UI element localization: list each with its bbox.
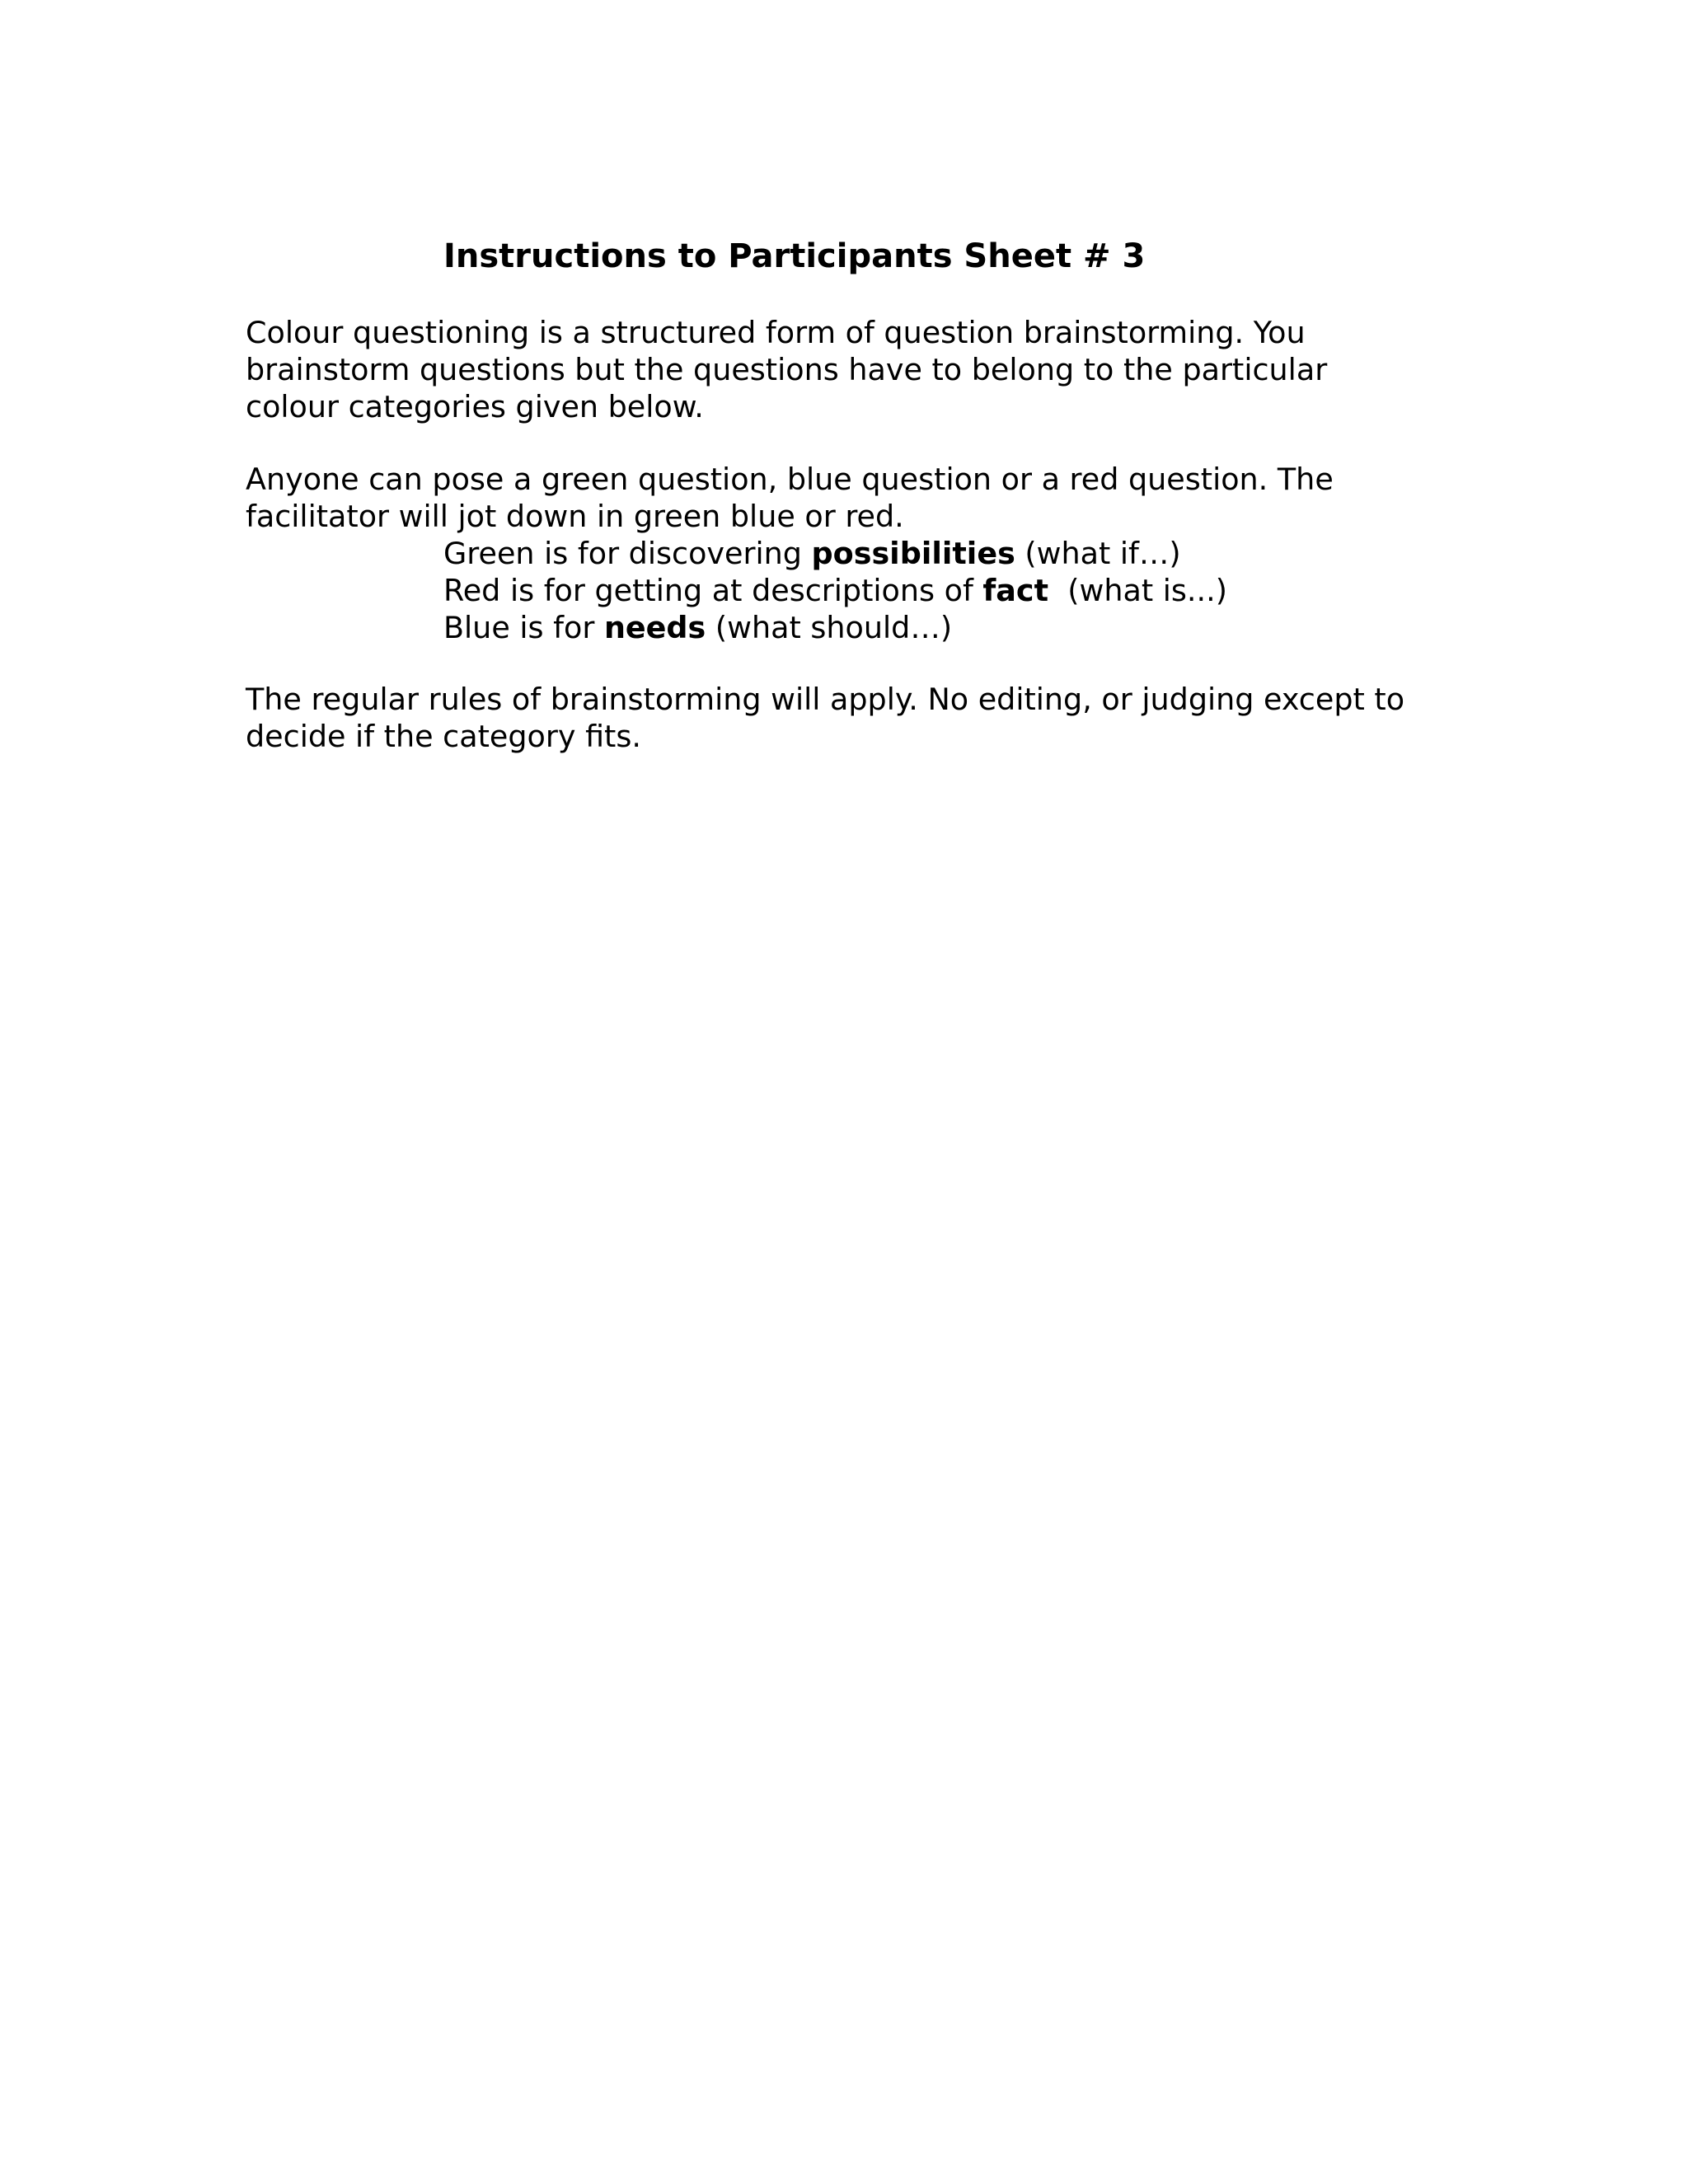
closing-paragraph	[246, 681, 1404, 755]
colour-item-red-prefix: Red is for getting at descriptions of	[443, 573, 983, 608]
colour-item-green	[246, 535, 1334, 572]
colour-item-green-prefix: Green is for discovering	[443, 536, 812, 571]
closing-line-1: The regular rules of brainstorming will apply. No editing, or judging except to	[246, 682, 1405, 717]
colour-item-red	[246, 572, 1334, 609]
colour-item-blue-keyword: needs	[603, 610, 706, 645]
page-title: Instructions to Participants Sheet # 3	[443, 237, 1146, 275]
intro-line-3: colour categories given below.	[246, 389, 704, 424]
colour-item-blue	[246, 609, 1334, 646]
colour-item-blue-suffix: (what should…)	[706, 610, 953, 645]
intro-paragraph	[246, 314, 1327, 425]
colour-item-green-keyword: possibilities	[811, 536, 1015, 571]
rules-line-2: facilitator will jot down in green blue or red.	[246, 499, 904, 534]
intro-line-2: brainstorm questions but the questions have to belong to the particular	[246, 352, 1328, 387]
rules-line-1: Anyone can pose a green question, blue question or a red question. The	[246, 462, 1334, 497]
colour-rules-paragraph	[246, 461, 1334, 646]
colour-item-blue-prefix: Blue is for	[443, 610, 604, 645]
colour-item-red-suffix: (what is...)	[1048, 573, 1227, 608]
colour-item-green-suffix: (what if…)	[1015, 536, 1181, 571]
intro-line-1: Colour questioning is a structured form of question brainstorming. You	[246, 315, 1306, 350]
closing-line-2: decide if the category fits.	[246, 719, 641, 754]
colour-item-red-keyword: fact	[982, 573, 1049, 608]
